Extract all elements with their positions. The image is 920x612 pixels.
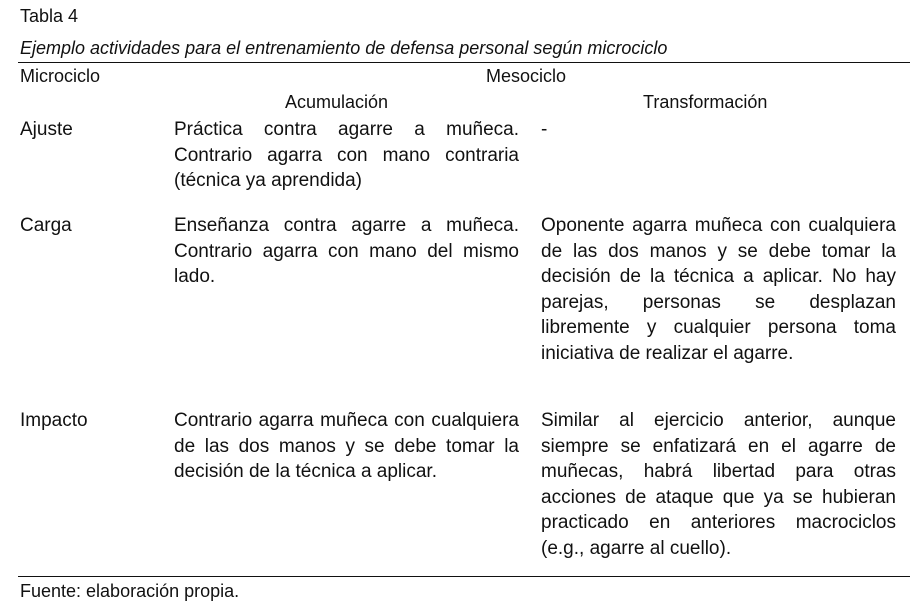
top-rule <box>18 62 910 63</box>
cell-carga-acumulacion: Enseñanza contra agarre a muñeca. Contrario agarra con mano del mismo lado. <box>174 215 519 287</box>
cell-ajuste-acumulacion: Práctica contra agarre a muñeca. Contrario agarra con mano contraria (técnica ya aprendida) <box>174 119 519 191</box>
cell-impacto-acumulacion: Contrario agarra muñeca con cualquiera de las dos manos y se debe tomar la decisión de la técnica a aplicar. <box>174 410 519 482</box>
cell-impacto-transformacion: Similar al ejercicio anterior, aunque siempre se enfatizará en el agarre de muñecas, habrá libertad para otras acciones de ataque que ya se hubieran practicado en anteriores macrociclos (e.g., agarre al cuello). <box>541 410 896 559</box>
header-microciclo: Microciclo <box>20 66 101 86</box>
table-number: Tabla 4 <box>20 6 79 26</box>
cell-ajuste-transformacion: - <box>541 119 548 140</box>
table-caption: Ejemplo actividades para el entrenamiento de defensa personal según microciclo <box>20 38 668 58</box>
header-acumulacion: Acumulación <box>285 92 389 112</box>
header-mesociclo: Mesociclo <box>486 66 567 86</box>
row-label-ajuste: Ajuste <box>20 119 73 140</box>
row-label-carga: Carga <box>20 215 72 236</box>
cell-carga-transformacion: Oponente agarra muñeca con cualquiera de las dos manos y se debe tomar la decisión de la técnica a aplicar. No hay parejas, personas se desplazan libremente y cualquier persona toma iniciativa de realizar el agarre. <box>541 215 896 364</box>
header-transformacion: Transformación <box>643 92 768 112</box>
row-label-impacto: Impacto <box>20 410 88 431</box>
bottom-rule <box>18 576 910 577</box>
source-note: Fuente: elaboración propia. <box>20 581 240 601</box>
